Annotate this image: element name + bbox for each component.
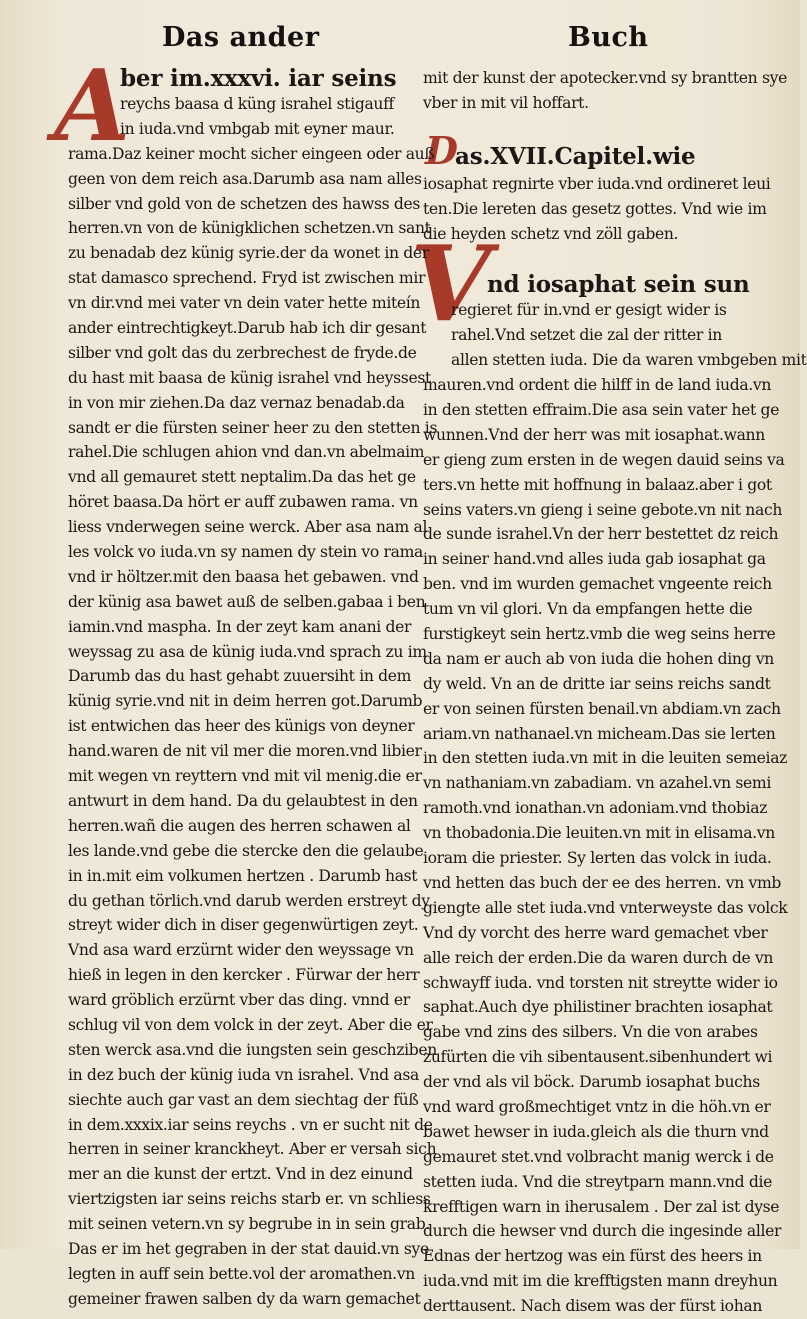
text-line: in seiner hand.vnd alles iuda gab iosaphat ga (423, 550, 766, 569)
text-line: ander eintrechtigkeyt.Darub hab ich dir gesant (68, 319, 427, 338)
text-line: der vnd als vil böck. Darumb iosaphat buchs (423, 1073, 760, 1092)
rubricated-initial-left: A (54, 49, 131, 164)
text-line: in iuda.vnd vmbgab mit eyner maur. (120, 119, 395, 138)
text-line: vnd ward großmechtiget vntz in die höh.vn er (423, 1097, 771, 1116)
text-line: dy weld. Vn an de dritte iar seins reichs sandt (423, 674, 771, 693)
text-line: giengte alle stet iuda.vnd vnterweyste das volck (423, 898, 788, 917)
text-line: seins vaters.vn gieng i seine gebote.vn nit nach (423, 500, 783, 519)
text-line: liess vnderwegen seine werck. Aber asa nam al (68, 518, 428, 537)
text-line: in den stetten effraim.Die asa sein vater het ge (423, 401, 780, 420)
text-line: vber in mit vil hoffart. (423, 93, 589, 112)
text-line: schlug vil von dem volck in der zeyt. Aber die er (68, 1015, 433, 1034)
text-line: ters.vn hette mit hoffnung in balaaz.aber i got (423, 475, 772, 494)
text-line: ariam.vn nathanael.vn micheam.Das sie lerten (423, 724, 776, 743)
chapter-summary-line: die heyden schetz vnd zöll gaben. (423, 224, 679, 243)
text-line: vnd all gemauret stett neptalim.Da das het ge (68, 468, 416, 487)
text-line: regieret für in.vnd er gesigt wider is (451, 301, 727, 320)
text-line: wunnen.Vnd der herr was mit iosaphat.wann (423, 425, 765, 444)
text-line: mit seinen vetern.vn sy begrube in in sein grab. (68, 1215, 430, 1234)
text-line: in dez buch der künig iuda vn israhel. Vnd asa (68, 1065, 419, 1084)
chapter-summary-line: iosaphat regnirte vber iuda.vnd ordineret leui (423, 174, 771, 193)
text-line: er gieng zum ersten in de wegen dauid seins va (423, 450, 785, 469)
running-header-right: Buch (568, 22, 649, 53)
chapter-summary-line: ten.Die lereten das gesetz gottes. Vnd wie im (423, 199, 767, 218)
running-header-left: Das ander (162, 22, 320, 53)
text-line: schwayff iuda. vnd torsten nit streytte wider io (423, 973, 778, 992)
text-line: künig syrie.vnd nit in deim herren got.Darumb (68, 692, 423, 711)
text-line: bawet hewser in iuda.gleich als die thurn vnd (423, 1122, 769, 1141)
text-line: rahel.Die schlugen ahion vnd dan.vn abelmaim (68, 443, 425, 462)
text-line: in von mir ziehen.Da daz vernaz benadab.da (68, 393, 405, 412)
text-line: herren.vn von de künigklichen schetzen.vn sant (68, 219, 431, 238)
text-line: antwurt in dem hand. Da du gelaubtest in den (68, 791, 418, 810)
left-text-column (68, 65, 438, 1312)
text-line: reychs baasa d küng israhel stigauff (120, 95, 394, 113)
text-line: gabe vnd zins des silbers. Vn die von arabes (423, 1023, 758, 1042)
text-line: vn thobadonia.Die leuiten.vn mit in elisama.vn (423, 824, 775, 843)
text-line: geen von dem reich asa.Darumb asa nam alles (68, 169, 422, 188)
text-line: iuda.vnd mit im die krefftigsten mann dreyhun (423, 1272, 778, 1291)
rubricated-initial-right: V (410, 222, 491, 345)
text-line: derttausent. Nach disem was der fürst iohan (423, 1297, 763, 1316)
text-line: ben. vnd im wurden gemachet vngeente reich (423, 575, 772, 594)
text-line: vnd ir höltzer.mit den baasa het gebawen. vnd (68, 567, 419, 586)
text-line: hand.waren de nit vil mer die moren.vnd libier (68, 742, 422, 761)
text-line: sten werck asa.vnd die iungsten sein geschziben (68, 1040, 437, 1059)
text-line: krefftigen warn in iherusalem . Der zal ist dyse (423, 1197, 780, 1216)
paragraph-opening: ber im.xxxvi. iar seins (120, 65, 397, 92)
text-line: du gethan törlich.vnd darub werden erstreyt dy (68, 891, 430, 910)
text-line: ward gröblich erzürnt vber das ding. vnnd er (68, 991, 410, 1010)
text-line: Darumb das du hast gehabt zuuersiht in dem (68, 667, 412, 686)
text-line: mauren.vnd ordent die hilff in de land iuda.vn (423, 376, 772, 395)
text-line: stetten iuda. Vnd die streytparn mann.vnd die (423, 1172, 773, 1191)
text-line: tum vn vil glori. Vn da empfangen hette die (423, 600, 753, 619)
text-line: herren.wañ die augen des herren schawen al (68, 816, 411, 835)
text-line: da nam er auch ab von iuda die hohen ding vn (423, 649, 774, 668)
paragraph-opening: nd iosaphat sein sun (487, 271, 750, 299)
text-line: ist entwichen das heer des künigs von deyner (68, 717, 415, 736)
text-line: silber vnd gold von de schetzen des hawss des (68, 194, 421, 213)
text-line: de sunde israhel.Vn der herr bestettet dz reich (423, 525, 779, 544)
text-line: gemauret stet.vnd volbracht manig werck i de (423, 1147, 774, 1166)
text-line: Vnd asa ward erzürnt wider den weyssage vn (68, 941, 414, 960)
text-line: der künig asa bawet auß de selben.gabaa i ben (68, 592, 426, 611)
text-line: saphat.Auch dye philistiner brachten iosaphat (423, 998, 773, 1017)
rubricated-initial-chapter: D (425, 128, 458, 173)
text-line: stat damasco sprechend. Fryd ist zwischen mir (68, 269, 426, 288)
text-line: vn nathaniam.vn zabadiam. vn azahel.vn semi (423, 774, 771, 793)
text-line: du hast mit baasa de künig israhel vnd heyssest (68, 368, 431, 387)
text-line: Vnd dy vorcht des herre ward gemachet vber (423, 923, 768, 942)
text-line: durch die hewser vnd durch die ingesinde aller (423, 1222, 782, 1241)
text-line: mer an die kunst der ertzt. Vnd in dez einund (68, 1165, 413, 1184)
text-line: vnd hetten das buch der ee des herren. vn vmb (423, 873, 782, 892)
text-line: sandt er die fürsten seiner heer zu den stetten is (68, 418, 438, 437)
text-line: les volck vo iuda.vn sy namen dy stein vo rama (68, 543, 423, 562)
text-line: legten in auff sein bette.vol der aromathen.vn (68, 1264, 415, 1283)
text-line: mit der kunst der apotecker.vnd sy brantten sye (423, 69, 787, 87)
text-line: er von seinen fürsten benail.vn abdiam.vn zach (423, 699, 781, 718)
text-line: mit wegen vn reyttern vnd mit vil menig.die er (68, 767, 422, 786)
text-line: rama.Daz keiner mocht sicher eingeen oder auß (68, 144, 435, 163)
text-line: gemeiner frawen salben dy da warn gemachet (68, 1289, 421, 1308)
right-text-column (423, 66, 807, 1319)
text-line: weyssag zu asa de künig iuda.vnd sprach zu im (68, 642, 427, 661)
text-line: herren in seiner kranckheyt. Aber er versah sich (68, 1140, 437, 1159)
text-line: zufürten die vih sibentausent.sibenhundert wi (423, 1048, 773, 1067)
text-line: rahel.Vnd setzet die zal der ritter in (451, 326, 722, 345)
text-line: iamin.vnd maspha. In der zeyt kam anani der (68, 617, 412, 636)
chapter-heading: as.XVII.Capitel.wie (455, 142, 696, 170)
text-line: Das er im het gegraben in der stat dauid.vn sye (68, 1239, 429, 1258)
text-line: höret baasa.Da hört er auff zubawen rama. vn (68, 493, 418, 512)
text-line: allen stetten iuda. Die da waren vmbgeben mit (451, 351, 807, 370)
text-line: Ednas der hertzog was ein fürst des heers in (423, 1247, 762, 1266)
text-line: ramoth.vnd ionathan.vn adoniam.vnd thobiaz (423, 799, 768, 818)
text-line: in den stetten iuda.vn mit in die leuiten semeiaz (423, 749, 788, 768)
text-line: in dem.xxxix.iar seins reychs . vn er sucht nit de (68, 1115, 433, 1134)
text-line: hieß in legen in den kercker . Fürwar der herr (68, 966, 420, 985)
text-line: vn dir.vnd mei vater vn dein vater hette miteín (68, 294, 421, 313)
text-line: silber vnd golt das du zerbrechest de fryde.de (68, 343, 417, 362)
text-line: viertzigsten iar seins reichs starb er. vn schliess (68, 1190, 431, 1209)
text-line: streyt wider dich in diser gegenwürtigen zeyt. (68, 916, 419, 935)
text-line: les lande.vnd gebe die stercke den die gelaube (68, 841, 424, 860)
text-line: ioram die priester. Sy lerten das volck in iuda. (423, 849, 772, 868)
text-line: furstigkeyt sein hertz.vmb die weg seins herre (423, 625, 776, 644)
text-line: zu benadab dez künig syrie.der da wonet in der (68, 244, 429, 263)
text-line: in in.mit eim volkumen hertzen . Darumb hast (68, 866, 418, 885)
text-line: siechte auch gar vast an dem siechtag der füß (68, 1090, 419, 1109)
text-line: alle reich der erden.Die da waren durch de vn (423, 948, 774, 967)
